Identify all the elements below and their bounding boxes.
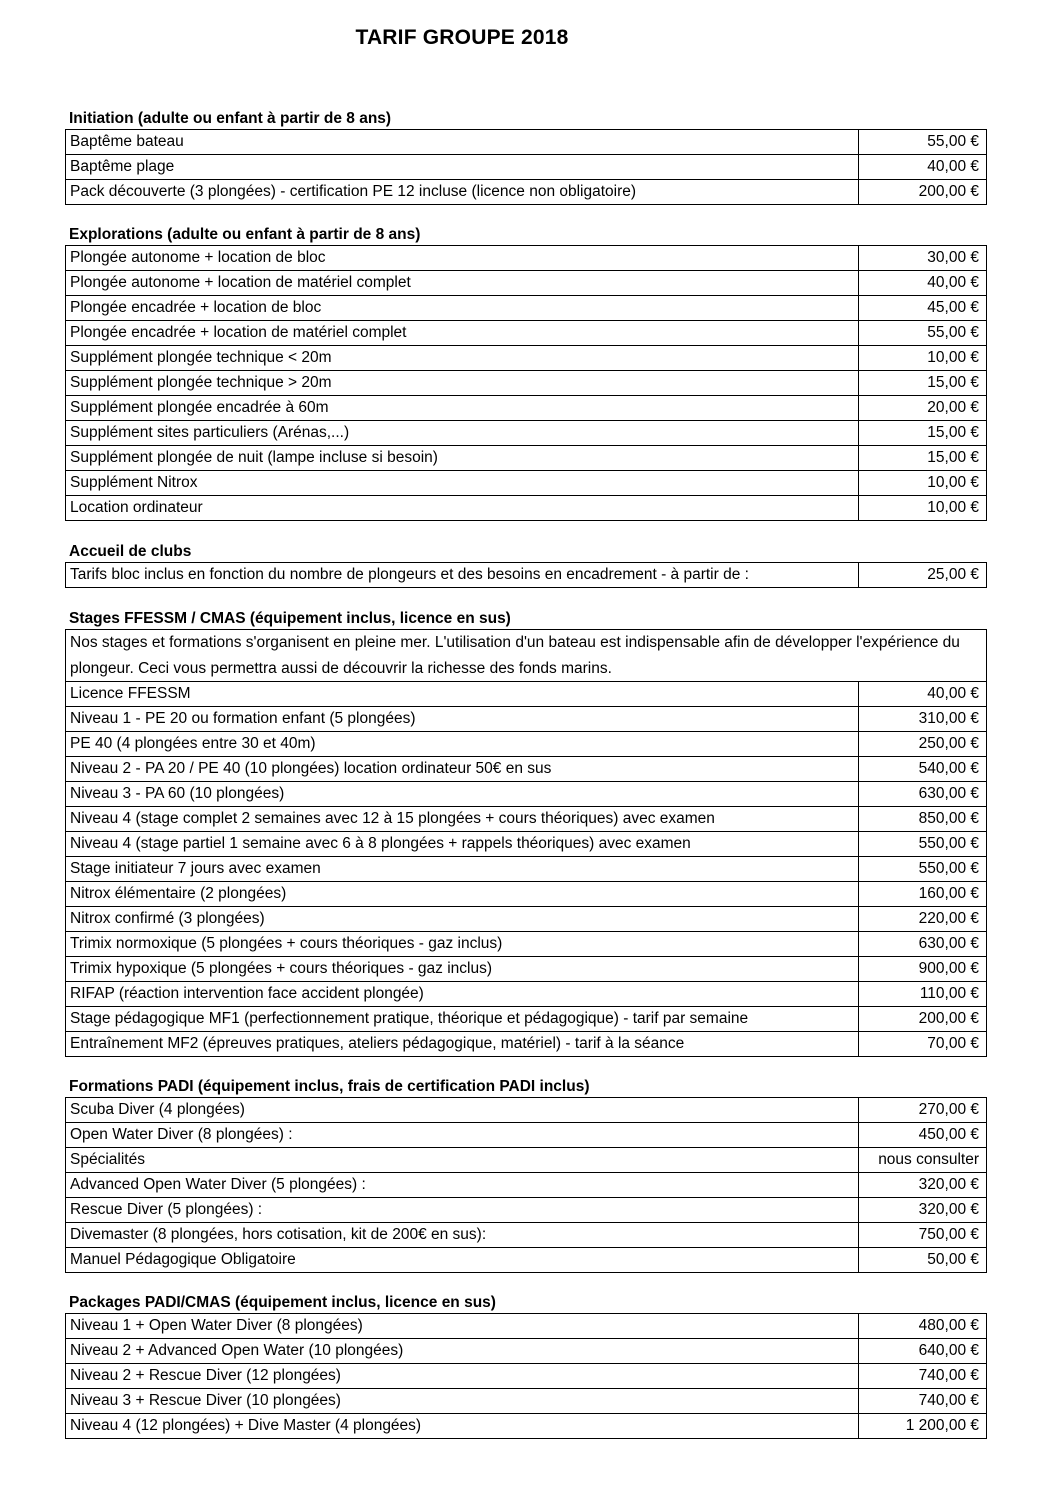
table-row	[66, 1364, 987, 1389]
item-label: Niveau 2 + Rescue Diver (12 plongées)	[66, 1364, 859, 1389]
price-table	[65, 629, 987, 1057]
item-price: 10,00 €	[859, 496, 987, 521]
table-row	[66, 1123, 987, 1148]
item-label: Supplément plongée encadrée à 60m	[66, 396, 859, 421]
item-price: 320,00 €	[859, 1198, 987, 1223]
item-price: 55,00 €	[859, 130, 987, 155]
table-row	[66, 832, 987, 857]
item-price: 55,00 €	[859, 321, 987, 346]
item-label: Plongée encadrée + location de bloc	[66, 296, 859, 321]
table-row	[66, 1173, 987, 1198]
section-initiation	[65, 108, 986, 205]
item-label: Niveau 2 - PA 20 / PE 40 (10 plongées) location ordinateur 50€ en sus	[66, 757, 859, 782]
item-price: 200,00 €	[859, 1007, 987, 1032]
section-packages-padi-cmas	[65, 1292, 986, 1439]
item-label: Open Water Diver (8 plongées) :	[66, 1123, 859, 1148]
table-row	[66, 1339, 987, 1364]
table-row	[66, 321, 987, 346]
item-label: Plongée autonome + location de matériel complet	[66, 271, 859, 296]
price-table	[65, 1097, 987, 1273]
price-list	[65, 108, 986, 1439]
item-label: Supplément plongée technique > 20m	[66, 371, 859, 396]
item-price: 220,00 €	[859, 907, 987, 932]
item-label: Niveau 2 + Advanced Open Water (10 plongées)	[66, 1339, 859, 1364]
item-price: 540,00 €	[859, 757, 987, 782]
item-price: 640,00 €	[859, 1339, 987, 1364]
table-row	[66, 346, 987, 371]
item-label: Divemaster (8 plongées, hors cotisation, kit de 200€ en sus):	[66, 1223, 859, 1248]
item-label: Scuba Diver (4 plongées)	[66, 1098, 859, 1123]
item-price: 250,00 €	[859, 732, 987, 757]
price-table	[65, 245, 987, 521]
item-price: 110,00 €	[859, 982, 987, 1007]
item-label: Tarifs bloc inclus en fonction du nombre de plongeurs et des besoins en encadrement - à partir de :	[66, 563, 859, 588]
table-row	[66, 882, 987, 907]
item-price: 630,00 €	[859, 932, 987, 957]
table-row	[66, 421, 987, 446]
table-row	[66, 130, 987, 155]
item-price: 15,00 €	[859, 371, 987, 396]
table-row	[66, 180, 987, 205]
item-price: 550,00 €	[859, 857, 987, 882]
item-label: Manuel Pédagogique Obligatoire	[66, 1248, 859, 1273]
section-title: Accueil de clubs	[69, 543, 192, 560]
item-label: Pack découverte (3 plongées) - certification PE 12 incluse (licence non obligatoire)	[66, 180, 859, 205]
page-title: TARIF GROUPE 2018	[355, 26, 569, 49]
table-row	[66, 496, 987, 521]
item-label: Supplément Nitrox	[66, 471, 859, 496]
item-label: Supplément plongée technique < 20m	[66, 346, 859, 371]
item-label: RIFAP (réaction intervention face accident plongée)	[66, 982, 859, 1007]
section-accueil-clubs	[65, 541, 986, 588]
section-explorations	[65, 224, 986, 521]
item-price: 480,00 €	[859, 1314, 987, 1339]
table-row	[66, 630, 987, 682]
table-row	[66, 246, 987, 271]
item-price: 40,00 €	[859, 682, 987, 707]
item-price: 310,00 €	[859, 707, 987, 732]
item-label: Supplément plongée de nuit (lampe incluse si besoin)	[66, 446, 859, 471]
item-price: 15,00 €	[859, 446, 987, 471]
price-table	[65, 129, 987, 205]
item-label: Niveau 1 + Open Water Diver (8 plongées)	[66, 1314, 859, 1339]
section-formations-padi	[65, 1076, 986, 1273]
item-price: 1 200,00 €	[859, 1414, 987, 1439]
table-row	[66, 1098, 987, 1123]
item-price: 750,00 €	[859, 1223, 987, 1248]
item-label: Niveau 4 (stage complet 2 semaines avec 12 à 15 plongées + cours théoriques) avec examen	[66, 807, 859, 832]
section-title: Explorations (adulte ou enfant à partir de 8 ans)	[69, 226, 421, 243]
item-label: Plongée encadrée + location de matériel complet	[66, 321, 859, 346]
item-price: 10,00 €	[859, 471, 987, 496]
item-price: 15,00 €	[859, 421, 987, 446]
item-label: Nitrox élémentaire (2 plongées)	[66, 882, 859, 907]
table-row	[66, 371, 987, 396]
item-price: 270,00 €	[859, 1098, 987, 1123]
item-label: Baptême plage	[66, 155, 859, 180]
table-row	[66, 1148, 987, 1173]
item-price: 740,00 €	[859, 1364, 987, 1389]
table-row	[66, 682, 987, 707]
section-title: Initiation (adulte ou enfant à partir de 8 ans)	[69, 110, 392, 127]
item-price: 160,00 €	[859, 882, 987, 907]
table-row	[66, 1314, 987, 1339]
item-price: 550,00 €	[859, 832, 987, 857]
item-label: Spécialités	[66, 1148, 859, 1173]
table-row	[66, 782, 987, 807]
item-label: Niveau 3 + Rescue Diver (10 plongées)	[66, 1389, 859, 1414]
table-row	[66, 1223, 987, 1248]
table-row	[66, 982, 987, 1007]
table-row	[66, 1007, 987, 1032]
table-row	[66, 296, 987, 321]
table-row	[66, 1414, 987, 1439]
table-row	[66, 1248, 987, 1273]
item-price: nous consulter	[859, 1148, 987, 1173]
section-title: Formations PADI (équipement inclus, frais de certification PADI inclus)	[69, 1078, 590, 1095]
item-price: 50,00 €	[859, 1248, 987, 1273]
item-label: Supplément sites particuliers (Arénas,...)	[66, 421, 859, 446]
item-label: Nitrox confirmé (3 plongées)	[66, 907, 859, 932]
item-label: Location ordinateur	[66, 496, 859, 521]
item-label: Advanced Open Water Diver (5 plongées) :	[66, 1173, 859, 1198]
section-title: Packages PADI/CMAS (équipement inclus, licence en sus)	[69, 1294, 496, 1311]
item-label: Stage initiateur 7 jours avec examen	[66, 857, 859, 882]
item-price: 20,00 €	[859, 396, 987, 421]
item-label: PE 40 (4 plongées entre 30 et 40m)	[66, 732, 859, 757]
item-price: 25,00 €	[859, 563, 987, 588]
table-row	[66, 707, 987, 732]
item-label: Rescue Diver (5 plongées) :	[66, 1198, 859, 1223]
item-price: 70,00 €	[859, 1032, 987, 1057]
table-row	[66, 1032, 987, 1057]
table-row	[66, 1198, 987, 1223]
table-row	[66, 471, 987, 496]
item-price: 320,00 €	[859, 1173, 987, 1198]
table-row	[66, 271, 987, 296]
section-stages-ffessm	[65, 608, 986, 1057]
table-row	[66, 932, 987, 957]
section-note: Nos stages et formations s'organisent en pleine mer. L'utilisation d'un bateau est indispensable afin de développer l'expérience du plongeur. Ceci vous permettra aussi de découvrir la richesse des fonds marins.	[66, 630, 987, 682]
table-row	[66, 732, 987, 757]
table-row	[66, 957, 987, 982]
item-label: Entraînement MF2 (épreuves pratiques, ateliers pédagogique, matériel) - tarif à la séance	[66, 1032, 859, 1057]
item-price: 450,00 €	[859, 1123, 987, 1148]
table-row	[66, 563, 987, 588]
item-label: Stage pédagogique MF1 (perfectionnement pratique, théorique et pédagogique) - tarif par semaine	[66, 1007, 859, 1032]
item-price: 40,00 €	[859, 155, 987, 180]
item-price: 630,00 €	[859, 782, 987, 807]
table-row	[66, 396, 987, 421]
item-label: Licence FFESSM	[66, 682, 859, 707]
item-label: Baptême bateau	[66, 130, 859, 155]
item-price: 850,00 €	[859, 807, 987, 832]
table-row	[66, 446, 987, 471]
item-label: Niveau 3 - PA 60 (10 plongées)	[66, 782, 859, 807]
table-row	[66, 857, 987, 882]
item-label: Trimix hypoxique (5 plongées + cours théoriques - gaz inclus)	[66, 957, 859, 982]
item-price: 45,00 €	[859, 296, 987, 321]
item-label: Plongée autonome + location de bloc	[66, 246, 859, 271]
table-row	[66, 1389, 987, 1414]
table-row	[66, 807, 987, 832]
item-label: Trimix normoxique (5 plongées + cours théoriques - gaz inclus)	[66, 932, 859, 957]
item-price: 200,00 €	[859, 180, 987, 205]
item-price: 740,00 €	[859, 1389, 987, 1414]
table-row	[66, 155, 987, 180]
item-price: 40,00 €	[859, 271, 987, 296]
item-price: 30,00 €	[859, 246, 987, 271]
table-row	[66, 757, 987, 782]
price-table	[65, 562, 987, 588]
table-row	[66, 907, 987, 932]
section-title: Stages FFESSM / CMAS (équipement inclus, licence en sus)	[69, 610, 511, 627]
item-price: 900,00 €	[859, 957, 987, 982]
price-table	[65, 1313, 987, 1439]
item-label: Niveau 4 (12 plongées) + Dive Master (4 plongées)	[66, 1414, 859, 1439]
item-label: Niveau 4 (stage partiel 1 semaine avec 6 à 8 plongées + rappels théoriques) avec examen	[66, 832, 859, 857]
item-label: Niveau 1 - PE 20 ou formation enfant (5 plongées)	[66, 707, 859, 732]
item-price: 10,00 €	[859, 346, 987, 371]
